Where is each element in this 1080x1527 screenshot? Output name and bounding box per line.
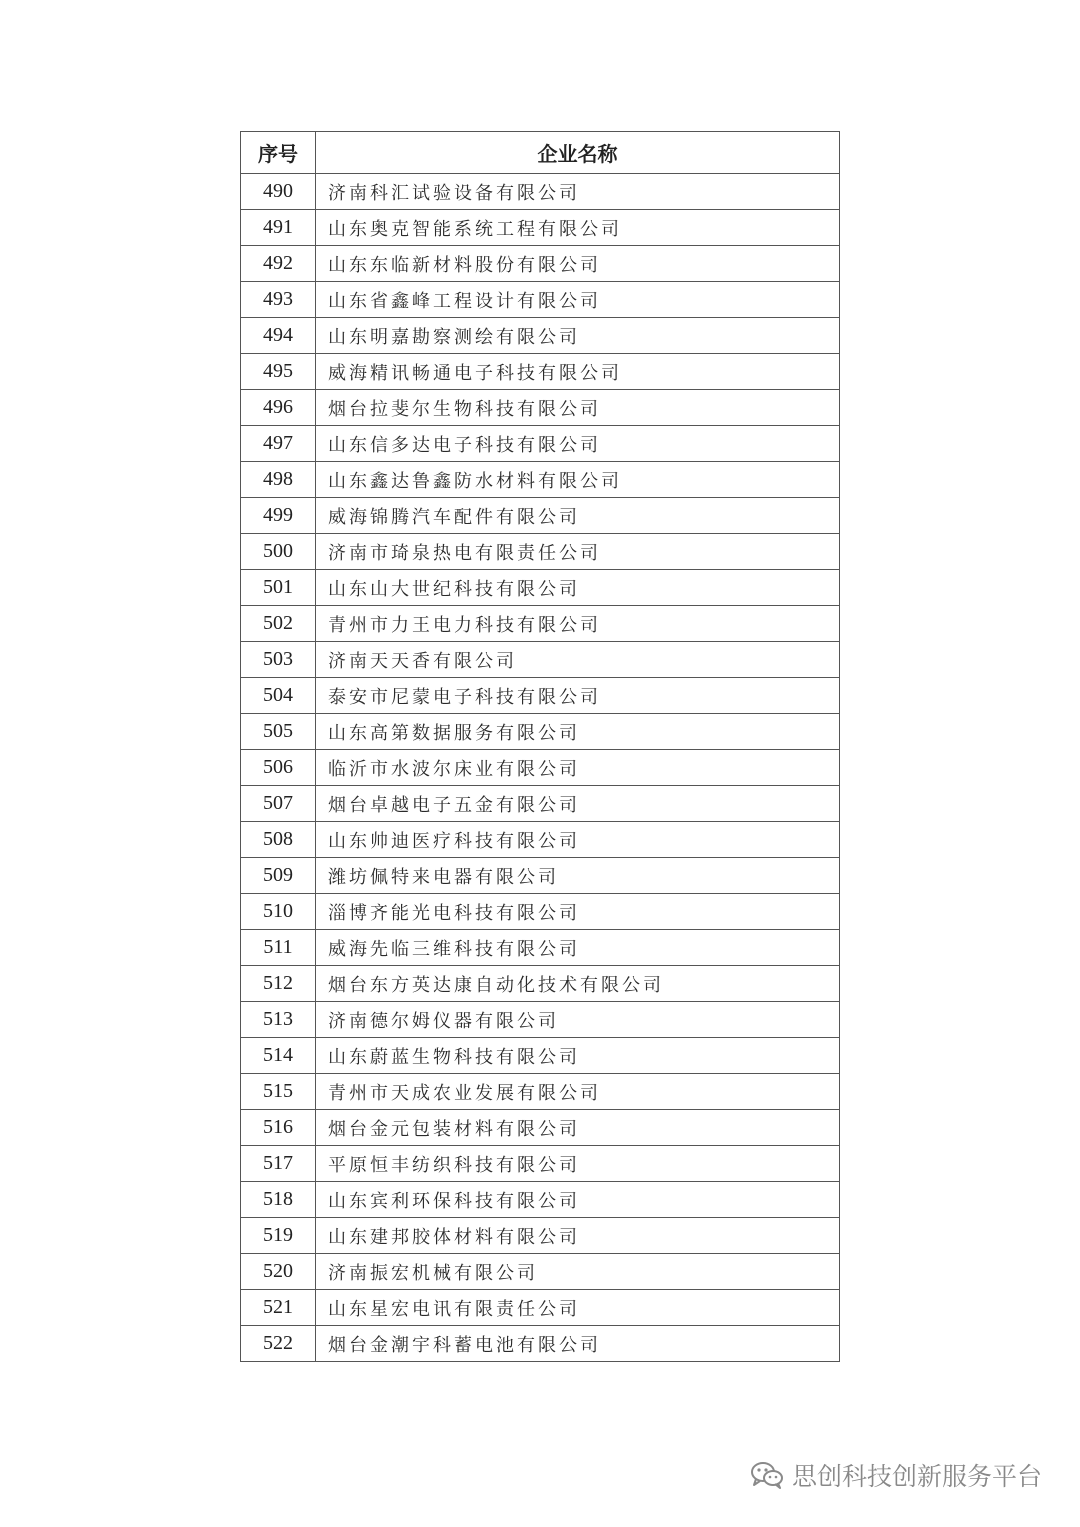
company-name-cell: 济南德尔姆仪器有限公司: [316, 1002, 840, 1038]
table-row: [241, 786, 840, 822]
company-name-cell: 山东东临新材料股份有限公司: [316, 246, 840, 282]
table-row: [241, 1326, 840, 1362]
table-row: [241, 930, 840, 966]
serial-number-cell: 513: [241, 1002, 316, 1038]
company-name-cell: 山东鑫达鲁鑫防水材料有限公司: [316, 462, 840, 498]
table-row: [241, 390, 840, 426]
serial-number-cell: 519: [241, 1218, 316, 1254]
serial-number-cell: 502: [241, 606, 316, 642]
company-name-cell: 威海先临三维科技有限公司: [316, 930, 840, 966]
table-row: [241, 894, 840, 930]
table-row: [241, 642, 840, 678]
company-name-cell: 山东高第数据服务有限公司: [316, 714, 840, 750]
serial-number-cell: 495: [241, 354, 316, 390]
serial-number-cell: 506: [241, 750, 316, 786]
wechat-icon: [750, 1461, 784, 1489]
company-name-cell: 山东奥克智能系统工程有限公司: [316, 210, 840, 246]
company-name-cell: 烟台拉斐尔生物科技有限公司: [316, 390, 840, 426]
serial-number-cell: 511: [241, 930, 316, 966]
table-header: [241, 132, 840, 174]
company-name-cell: 山东省鑫峰工程设计有限公司: [316, 282, 840, 318]
serial-number-cell: 492: [241, 246, 316, 282]
serial-number-cell: 521: [241, 1290, 316, 1326]
company-name-cell: 淄博齐能光电科技有限公司: [316, 894, 840, 930]
table-row: [241, 354, 840, 390]
table-row: [241, 1110, 840, 1146]
serial-number-cell: 503: [241, 642, 316, 678]
header-serial-number: 序号: [241, 132, 316, 174]
company-name-cell: 青州市力王电力科技有限公司: [316, 606, 840, 642]
serial-number-cell: 512: [241, 966, 316, 1002]
table-row: [241, 1218, 840, 1254]
serial-number-cell: 490: [241, 174, 316, 210]
serial-number-cell: 496: [241, 390, 316, 426]
company-name-cell: 泰安市尼蒙电子科技有限公司: [316, 678, 840, 714]
table-row: [241, 858, 840, 894]
company-name-cell: 山东山大世纪科技有限公司: [316, 570, 840, 606]
company-name-cell: 平原恒丰纺织科技有限公司: [316, 1146, 840, 1182]
serial-number-cell: 505: [241, 714, 316, 750]
table-row: [241, 822, 840, 858]
serial-number-cell: 499: [241, 498, 316, 534]
table-row: [241, 570, 840, 606]
serial-number-cell: 516: [241, 1110, 316, 1146]
company-name-cell: 烟台东方英达康自动化技术有限公司: [316, 966, 840, 1002]
company-name-cell: 威海锦腾汽车配件有限公司: [316, 498, 840, 534]
table-row: [241, 606, 840, 642]
company-name-cell: 山东帅迪医疗科技有限公司: [316, 822, 840, 858]
company-list-table: [240, 131, 840, 1362]
company-name-cell: 山东明嘉勘察测绘有限公司: [316, 318, 840, 354]
table-row: [241, 210, 840, 246]
table-row: [241, 966, 840, 1002]
table-row: [241, 174, 840, 210]
serial-number-cell: 494: [241, 318, 316, 354]
company-name-cell: 青州市天成农业发展有限公司: [316, 1074, 840, 1110]
company-name-cell: 山东建邦胶体材料有限公司: [316, 1218, 840, 1254]
company-name-cell: 烟台金元包装材料有限公司: [316, 1110, 840, 1146]
serial-number-cell: 504: [241, 678, 316, 714]
company-name-cell: 临沂市水波尔床业有限公司: [316, 750, 840, 786]
company-name-cell: 济南天天香有限公司: [316, 642, 840, 678]
serial-number-cell: 493: [241, 282, 316, 318]
company-name-cell: 济南科汇试验设备有限公司: [316, 174, 840, 210]
serial-number-cell: 507: [241, 786, 316, 822]
serial-number-cell: 509: [241, 858, 316, 894]
table-row: [241, 282, 840, 318]
company-name-cell: 山东宾利环保科技有限公司: [316, 1182, 840, 1218]
serial-number-cell: 518: [241, 1182, 316, 1218]
table-row: [241, 678, 840, 714]
company-name-cell: 烟台卓越电子五金有限公司: [316, 786, 840, 822]
serial-number-cell: 508: [241, 822, 316, 858]
watermark-text: 思创科技创新服务平台: [791, 1462, 1042, 1491]
table-row: [241, 750, 840, 786]
serial-number-cell: 500: [241, 534, 316, 570]
table-row: [241, 1254, 840, 1290]
company-name-cell: 山东蔚蓝生物科技有限公司: [316, 1038, 840, 1074]
watermark: [750, 1458, 1042, 1492]
serial-number-cell: 491: [241, 210, 316, 246]
table-row: [241, 1182, 840, 1218]
header-company-name: 企业名称: [316, 132, 840, 174]
table-row: [241, 1002, 840, 1038]
serial-number-cell: 514: [241, 1038, 316, 1074]
serial-number-cell: 517: [241, 1146, 316, 1182]
company-name-cell: 济南市琦泉热电有限责任公司: [316, 534, 840, 570]
table-row: [241, 498, 840, 534]
table-body: [241, 174, 840, 1362]
serial-number-cell: 501: [241, 570, 316, 606]
header-row: [241, 132, 840, 174]
company-name-cell: 烟台金潮宇科蓄电池有限公司: [316, 1326, 840, 1362]
serial-number-cell: 497: [241, 426, 316, 462]
company-name-cell: 济南振宏机械有限公司: [316, 1254, 840, 1290]
serial-number-cell: 510: [241, 894, 316, 930]
company-name-cell: 山东星宏电讯有限责任公司: [316, 1290, 840, 1326]
table-row: [241, 426, 840, 462]
table-row: [241, 1146, 840, 1182]
table-row: [241, 714, 840, 750]
table-row: [241, 1038, 840, 1074]
table-row: [241, 1290, 840, 1326]
company-name-cell: 山东信多达电子科技有限公司: [316, 426, 840, 462]
table-row: [241, 534, 840, 570]
serial-number-cell: 520: [241, 1254, 316, 1290]
serial-number-cell: 522: [241, 1326, 316, 1362]
company-name-cell: 潍坊佩特来电器有限公司: [316, 858, 840, 894]
company-name-cell: 威海精讯畅通电子科技有限公司: [316, 354, 840, 390]
serial-number-cell: 498: [241, 462, 316, 498]
serial-number-cell: 515: [241, 1074, 316, 1110]
table-row: [241, 1074, 840, 1110]
table-row: [241, 462, 840, 498]
table-row: [241, 318, 840, 354]
table-row: [241, 246, 840, 282]
